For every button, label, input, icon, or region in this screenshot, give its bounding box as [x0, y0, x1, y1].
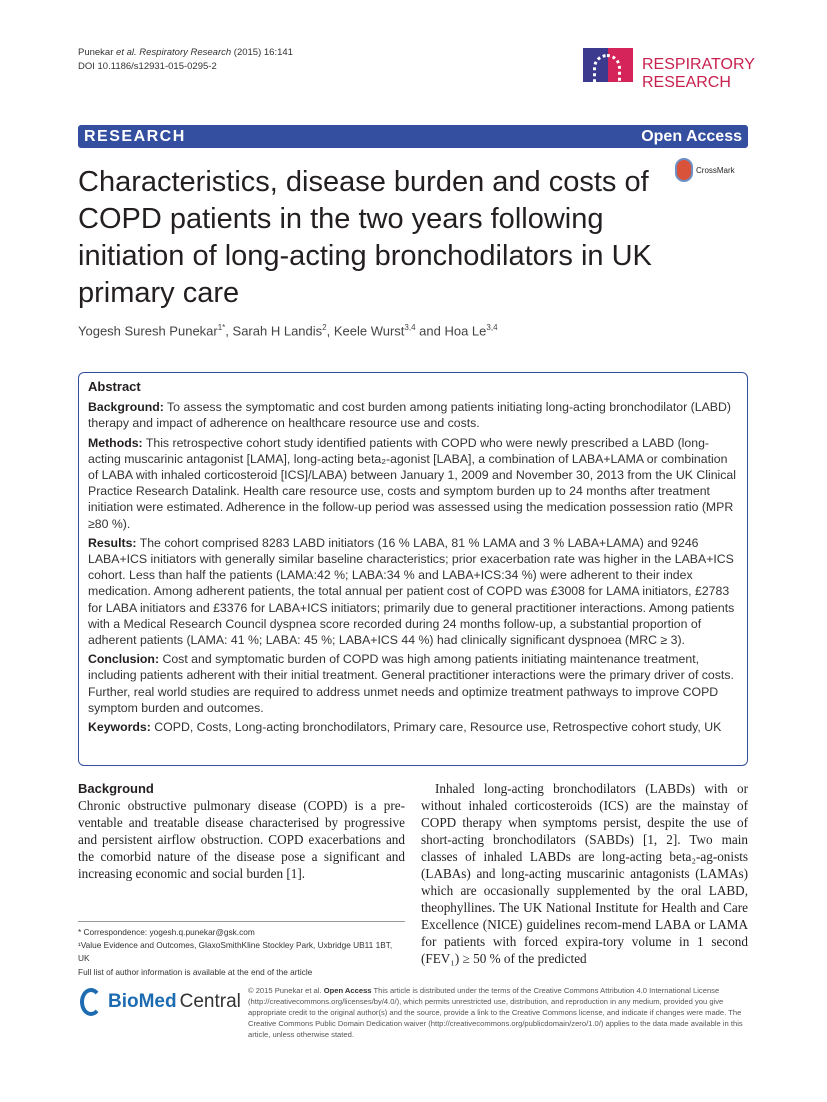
author-name: Keele Wurst [333, 323, 405, 339]
section-text: To assess the symptomatic and cost burden among patients initiating long-acting bronchodilator (LABD) therapy and impact of adherence on healthcare resource use and costs. [88, 400, 731, 431]
journal-logo-icon [583, 48, 633, 82]
license-open-access: Open Access [323, 986, 372, 995]
article-type-banner [78, 125, 748, 148]
article-type: RESEARCH [84, 128, 186, 145]
footnote-divider [78, 921, 405, 922]
crossmark-label: CrossMark [696, 165, 735, 175]
journal-name-line2: RESEARCH [642, 74, 731, 91]
citation-header [78, 46, 293, 74]
abstract-methods [88, 435, 738, 532]
article-title: Characteristics, disease burden and costs of COPD patients in the two years following initiation of long-acting bronchodilators in UK primary care [78, 166, 652, 309]
body-column-right [421, 780, 748, 967]
citation-volume: (2015) 16:141 [233, 47, 293, 58]
biomed-logo-icon [80, 988, 102, 1016]
section-text: The cohort comprised 8283 LABD initiators (16 % LABA, 81 % LAMA and 3 % LABA+LAMA) and 9246 LABA+ICS initiators with generally similar baseline characteristics; prior exacerbation rate was higher in the LABA+ICS cohort. Less than half the patients (LAMA:42 %; LABA:34 % and LABA+ICS:34 %) were adherent to their index medication. Among adherent patients, the total annual per patient cost of COPD was £3008 for LAMA initiators, £2783 for LABA initiators and £3376 for LABA+ICS initiators; primarily due to general practitioner interactions. Among patients with a Medical Research Council dyspnea score recorded during 24 months follow-up, a substantial proportion of adherent patients (LAMA: 41 %; LABA: 45 %; LABA+ICS 44 %) had clinically significant dyspnoea (MRC ≥ 3). [88, 535, 735, 648]
section-label: Methods: [88, 435, 143, 450]
abstract-keywords [88, 719, 738, 735]
affiliation-footnote: ¹Value Evidence and Outcomes, GlaxoSmithKline Stockley Park, Uxbridge UB11 1BT, UK [78, 940, 393, 963]
body-paragraph: Chronic obstructive pulmonary disease (COPD) is a pre-ventable and treatable disease characterised by progressive and persistent airflow obstruction. COPD exacerbations and the comorbid nature of the disease pose a significant and increasing economic and social burden [1]. [78, 798, 405, 881]
section-text: Cost and symptomatic burden of COPD was high among patients initiating maintenance treatment, including patients adherent with their initial treatment. General practitioner interactions were the primary driver of costs. Further, real world studies are required to address unmet needs and optimize treatment pathways to improve COPD symptom burden and outcomes. [88, 652, 734, 715]
doi[interactable]: DOI 10.1186/s12931-015-0295-2 [78, 61, 217, 72]
author-list: Yogesh Suresh Punekar$^{1*}$, Sarah H Landis$^2$, Keele Wurst$^{3,4}$ and Hoa Le$^{3,4}$ [78, 323, 498, 339]
footnotes [78, 925, 398, 979]
journal-name-line1: RESPIRATORY [642, 56, 755, 73]
abstract-results [88, 535, 738, 648]
publisher-rest: Central [179, 991, 241, 1012]
abstract-conclusion [88, 651, 738, 716]
author-affiliation: 1* [217, 323, 226, 332]
author-name: Yogesh Suresh Punekar [78, 323, 218, 339]
author-name: Sarah H Landis [232, 323, 323, 339]
section-label: Keywords: [88, 720, 151, 735]
author-info-footnote: Full list of author information is available at the end of the article [78, 967, 313, 977]
license-prefix: © 2015 Punekar et al. [248, 986, 324, 995]
crossmark-icon [675, 158, 693, 182]
citation-journal: Respiratory Research [139, 47, 232, 58]
publisher-bold: BioMed [108, 991, 177, 1012]
author-affiliation: 3,4 [404, 323, 416, 332]
correspondence-footnote: * Correspondence: yogesh.q.punekar@gsk.com [78, 927, 255, 937]
body-paragraph: Inhaled long-acting bronchodilators (LABDs) with or without inhaled corticosteroids (ICS) are the mainstay of COPD therapy when symptoms persist, despite the use of short-acting bronchodilators (SABDs) [1, 2]. Two main classes of inhaled LABDs are long-acting beta₂-ag-onists (LABAs) and long-acting muscarinic antagonists (LAMAs) which are occasionally supplemented by the oral LABD, theophyllines. The UK National Institute for Health and Care Excellence (NICE) guidelines recom-mend LABA or LAMA for patients with forced expira-tory volume in 1 second (FEV₁) ≥ 50 % of the predicted [421, 781, 748, 966]
author-name: Hoa Le [444, 323, 487, 339]
body-column-left [78, 780, 405, 882]
journal-name [642, 56, 755, 92]
license-text [248, 985, 748, 1040]
section-text: This retrospective cohort study identified patients with COPD who were newly prescribed a LABD (long-acting muscarinic antagonist [LAMA], long-acting beta₂-agonist [LABA], a combination of LABA+LAMA or combination of LABA with inhaled corticosteroid [ICS]/LABA) between January 1, 2009 and November 30, 2013 from the UK Clinical Practice Research Datalink. Health care resource use, costs and symptom burden up to 24 months after treatment initiation were estimated. Adherence in the follow-up period was assessed using the medication possession ratio (MPR ≥80 %). [88, 435, 736, 531]
section-text: COPD, Costs, Long-acting bronchodilators, Primary care, Resource use, Retrospective cohort study, UK [150, 720, 722, 735]
abstract-background [88, 399, 738, 431]
author-affiliation: 2 [322, 323, 327, 332]
citation-etal: et al. [116, 47, 137, 58]
section-label: Results: [88, 535, 137, 550]
background-heading: Background [78, 781, 154, 796]
biomed-central-logo [80, 988, 241, 1016]
abstract-box [78, 372, 748, 766]
section-label: Conclusion: [88, 652, 160, 667]
open-access-label: Open Access [641, 128, 742, 145]
citation-authors: Punekar [78, 47, 114, 58]
abstract-heading: Abstract [88, 379, 141, 394]
section-label: Background: [88, 400, 164, 415]
author-affiliation: 3,4 [486, 323, 498, 332]
license-body: This article is distributed under the terms of the Creative Commons Attribution 4.0 International License (http://creativecommons.org/licenses/by/4.0/), which permits unrestricted use, distribution, and reproduction in any medium, provided you give appropriate credit to the original author(s) and the source, provide a link to the Creative Commons license, and indicate if changes were made. The Creative Commons Public Domain Dedication waiver (http://creativecommons.org/publicdomain/zero/1.0/) applies to the data made available in this article, unless otherwise stated. [248, 986, 743, 1039]
crossmark-badge[interactable] [675, 158, 735, 182]
